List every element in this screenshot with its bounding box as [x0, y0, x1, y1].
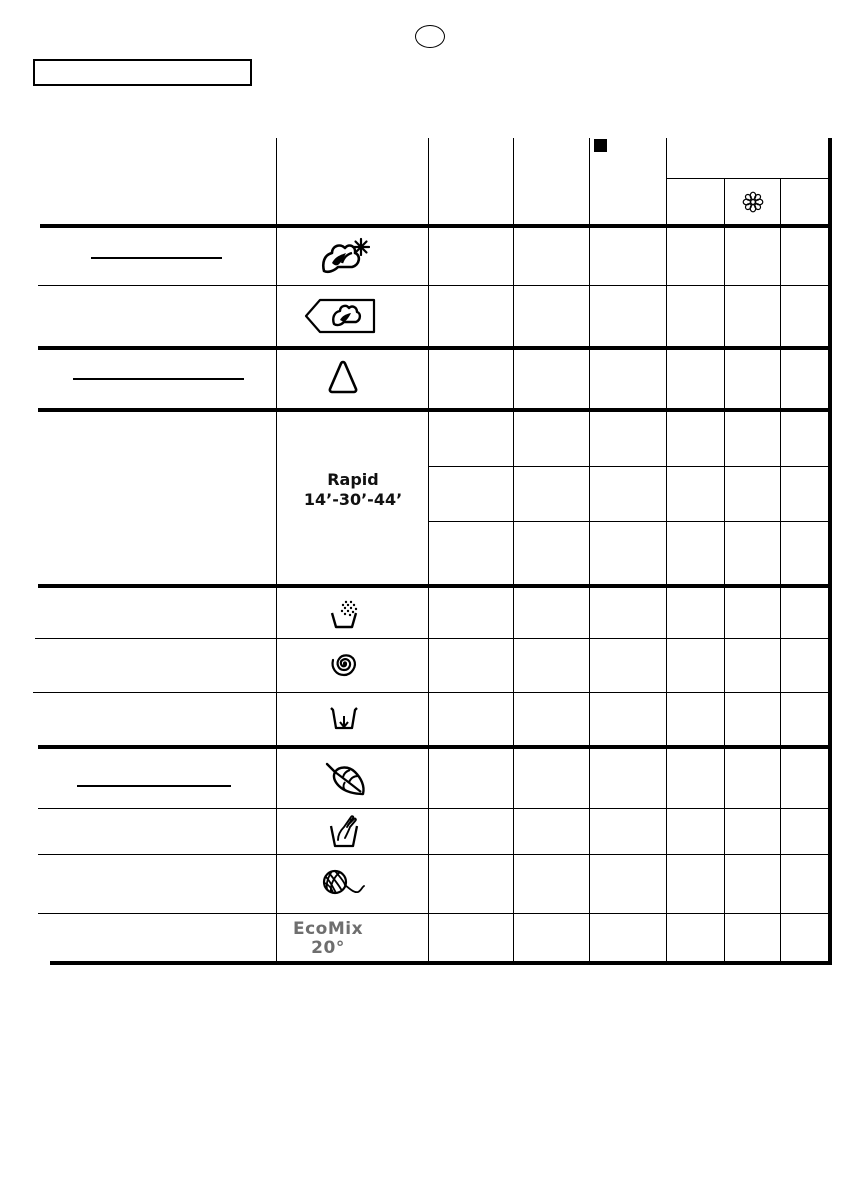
table-bottom-border: [50, 961, 832, 965]
table-vline: [666, 138, 667, 963]
flower-icon: [741, 190, 765, 214]
ecomix-label-line1: EcoMix: [292, 919, 364, 939]
header-subline: [667, 178, 830, 179]
wool-icon: [320, 867, 366, 899]
rapid-label-line1: Rapid: [327, 470, 379, 489]
row-label-underline: [91, 257, 222, 259]
drain-icon: [329, 704, 359, 734]
table-hline: [33, 692, 830, 693]
table-vline: [428, 138, 429, 963]
table-vline: [589, 138, 590, 963]
black-square-marker: [594, 139, 607, 152]
table-vline: [513, 138, 514, 963]
table-hline: [38, 913, 830, 914]
synthetics-triangle-icon: [327, 359, 359, 395]
table-hline-thick: [38, 346, 832, 350]
row-label-underline: [77, 785, 231, 787]
table-hline-thick: [38, 408, 832, 412]
table-hline: [38, 285, 830, 286]
ecomix-label-line2: 20°: [311, 938, 345, 958]
delicates-feather-icon: [323, 758, 369, 798]
table-vline: [724, 178, 725, 963]
rapid-label: [278, 470, 428, 510]
handwash-icon: [329, 814, 359, 848]
table-hline-thick: [40, 224, 832, 228]
table-hline-sub: [429, 521, 830, 522]
rapid-label-line2: 14’-30’-44’: [303, 490, 403, 509]
table-hline-sub: [429, 466, 830, 467]
row-label-underline: [73, 378, 244, 380]
table-hline-thick: [38, 745, 832, 749]
ecomix-label: [278, 920, 378, 958]
cotton-tag-icon: [304, 298, 376, 334]
table-vline: [276, 138, 277, 963]
table-hline: [35, 638, 830, 639]
table-vline: [780, 178, 781, 963]
rinse-icon: [329, 599, 359, 629]
table-hline: [38, 808, 830, 809]
table-right-border: [828, 138, 832, 965]
table-hline-thick: [38, 584, 832, 588]
spin-icon: [330, 649, 358, 679]
cotton-stain-icon: [318, 237, 370, 277]
table-hline: [38, 854, 830, 855]
